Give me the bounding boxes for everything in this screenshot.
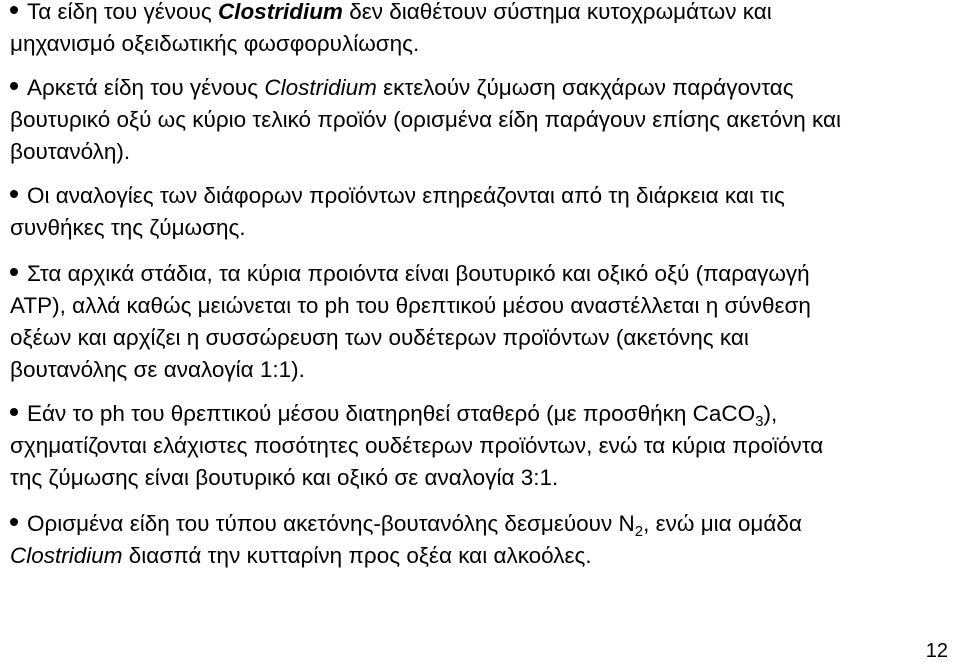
bullet-3-line-2 [10,212,955,244]
bullet-4-line-4 [10,354,955,386]
text-run: Οι αναλογίες των διάφορων προϊόντων επηρεάζονται από τη διάρκεια και τις [27,183,785,208]
bullet-5-line-3 [10,462,955,494]
text-run: Τα είδη του γένους [27,0,218,24]
text-run: εκτελούν ζύμωση σακχάρων παράγοντας [376,75,794,100]
bullet-3-line-1 [10,180,955,212]
bullet-4-line-3 [10,322,955,354]
text-run: ATP), αλλά καθώς μειώνεται το ph του θρεπτικού μέσου αναστέλλεται η σύνθεση [10,293,811,318]
bullet-dot-icon [10,190,18,198]
text-run: δεν διαθέτουν σύστημα κυτοχρωμάτων και [342,0,772,24]
bullet-dot-icon [10,268,18,276]
text-run: σχηματίζονται ελάχιστες ποσότητες ουδέτερων προϊόντων, ενώ τα κύρια προϊόντα [10,433,824,458]
text-run: Αρκετά είδη του γένους [27,75,265,100]
text-run: βουτανόλη). [10,139,131,164]
text-run: οξέων και αρχίζει η συσσώρευση των ουδέτερων προϊόντων (ακετόνης και [10,325,749,350]
subscript-2: 2 [634,523,644,540]
genus-name-italic: Clostridium [264,75,377,100]
bullet-dot-icon [10,6,18,14]
text-run: βουτανόλης σε αναλογία 1:1). [10,357,305,382]
page-number: 12 [925,640,948,662]
genus-name-italic-bold: Clostridium [217,0,343,24]
text-run: βουτυρικό οξύ ως κύριο τελικό προϊόν (ορισμένα είδη παράγουν επίσης ακετόνη και [10,107,842,132]
bullet-6-line-2 [10,540,955,572]
bullet-item-1 [10,0,955,60]
bullet-dot-icon [10,518,18,526]
bullet-dot-icon [10,82,18,90]
bullet-4-line-1 [10,258,955,290]
text-run: μηχανισμό οξειδωτικής φωσφορυλίωσης. [10,31,420,56]
bullet-6-line-1 [10,508,955,540]
text-run: Στα αρχικά στάδια, τα κύρια προιόντα είναι βουτυρικό και οξικό οξύ (παραγωγή [27,261,810,286]
text-run: της ζύμωσης είναι βουτυρικό και οξικό σε αναλογία 3:1. [10,465,559,490]
text-run: Ορισμένα είδη του τύπου ακετόνης-βουτανόλης δεσμεύουν N [27,511,635,536]
bullet-1-line-2 [10,28,955,60]
bullet-4-line-2 [10,290,955,322]
text-run: , ενώ μια ομάδα [643,511,802,536]
bullet-item-2 [10,72,955,168]
bullet-1-line-1 [10,0,955,28]
genus-name-italic: Clostridium [10,543,123,568]
text-run: συνθήκες της ζύμωσης. [10,215,246,240]
bullet-5-line-2 [10,430,955,462]
bullet-5-line-1 [10,398,955,430]
text-run: Εάν το ph του θρεπτικού μέσου διατηρηθεί σταθερό (με προσθήκη CaCO [27,401,756,426]
bullet-item-3 [10,180,955,244]
bullet-item-6 [10,508,955,572]
bullet-item-4 [10,258,955,386]
text-run: διασπά την κυτταρίνη προς οξέα και αλκοόλες. [122,543,592,568]
bullet-2-line-3 [10,136,955,168]
bullet-dot-icon [10,408,18,416]
text-run: ), [763,401,778,426]
bullet-item-5 [10,398,955,494]
bullet-2-line-2 [10,104,955,136]
bullet-2-line-1 [10,72,955,104]
subscript-3: 3 [755,413,764,430]
